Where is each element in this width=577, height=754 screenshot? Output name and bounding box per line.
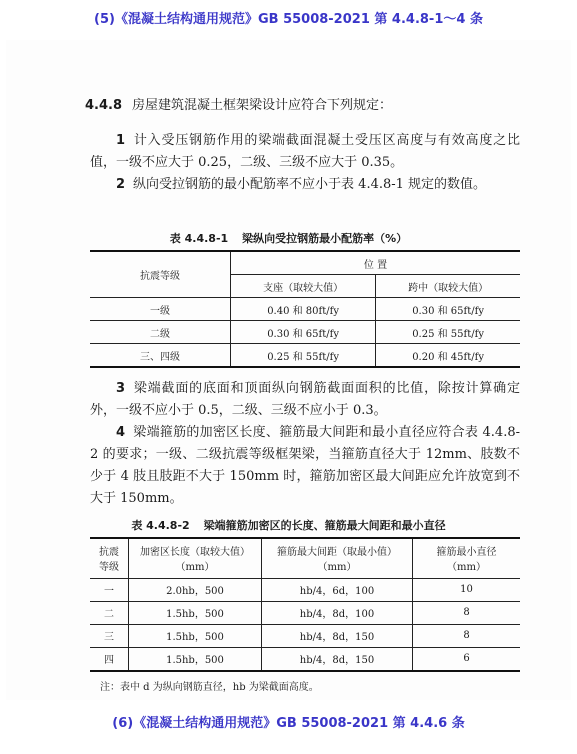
- item-text: 梁端箍筋的加密区长度、箍筋最大间距和最小直径应符合表 4.4.8-2 的要求；一级、二级抗震等级框架梁，当箍筋直径大于 12mm、肢数不少于 4 肢且肢距不大于 150mm 时，箍筋加密区最大间距应允许放宽到不大于 150mm。: [90, 425, 520, 506]
- table1-title-text: 梁纵向受拉钢筋最小配筋率（%）: [242, 232, 408, 245]
- top-caption: (5)《混凝土结构通用规范》GB 55008-2021 第 4.4.8-1～4 条: [94, 12, 483, 27]
- clause-heading: [85, 94, 392, 113]
- item-number: 3: [116, 381, 126, 396]
- cell-length: 1.5hb，500: [129, 624, 262, 647]
- item-text: 梁端截面的底面和顶面纵向钢筋截面面积的比值，除按计算确定外，一级不应小于 0.5，二级、三级不应小于 0.3。: [90, 381, 520, 418]
- item-text: 纵向受拉钢筋的最小配筋率不应小于表 4.4.8-1 规定的数值。: [133, 177, 487, 192]
- header-spacing: 箍筋最大间距（取最小值） （mm）: [262, 538, 413, 578]
- clause-heading-text: 房屋建筑混凝土框架梁设计应符合下列规定：: [132, 98, 393, 113]
- table-row: [90, 624, 520, 647]
- cell-support: 0.40 和 80ft/fy: [231, 298, 376, 321]
- table-row: [90, 601, 520, 624]
- header-length: 加密区长度（取较大值） （mm）: [129, 538, 262, 578]
- cell-diameter: 10: [413, 578, 521, 601]
- clause-item-4: [90, 422, 520, 510]
- table-row: [90, 321, 520, 344]
- table-row: [90, 298, 520, 321]
- table-row: [90, 578, 520, 601]
- cell-level: 二级: [90, 321, 231, 344]
- cell-level: 四: [90, 647, 129, 671]
- cell-length: 1.5hb，500: [129, 601, 262, 624]
- cell-level: 一级: [90, 298, 231, 321]
- header-level: 抗震 等级: [90, 538, 129, 578]
- cell-diameter: 8: [413, 601, 521, 624]
- clause-item-3: [90, 378, 520, 422]
- cell-mid: 0.20 和 45ft/fy: [376, 344, 520, 368]
- cell-level: 一: [90, 578, 129, 601]
- cell-mid: 0.25 和 55ft/fy: [376, 321, 520, 344]
- header-position: 位 置: [231, 251, 521, 275]
- bottom-caption: (6)《混凝土结构通用规范》GB 55008-2021 第 4.4.6 条: [112, 716, 465, 731]
- clause-number: 4.4.8: [85, 98, 123, 113]
- cell-spacing: hb/4，8d，150: [262, 647, 413, 671]
- header-mid: 跨中（取较大值）: [376, 275, 520, 298]
- cell-level: 三: [90, 624, 129, 647]
- table2-title: [0, 517, 577, 533]
- cell-diameter: 6: [413, 647, 521, 671]
- cell-length: 1.5hb，500: [129, 647, 262, 671]
- cell-support: 0.30 和 65ft/fy: [231, 321, 376, 344]
- table-min-reinforcement-ratio: [90, 250, 520, 368]
- item-number: 2: [116, 177, 126, 192]
- item-text: 计入受压钢筋作用的梁端截面混凝土受压区高度与有效高度之比值，一级不应大于 0.25，二级、三级不应大于 0.35。: [90, 133, 520, 170]
- cell-level: 三、四级: [90, 344, 231, 368]
- cell-length: 2.0hb，500: [129, 578, 262, 601]
- item-number: 4: [116, 425, 126, 440]
- header-support: 支座（取较大值）: [231, 275, 376, 298]
- cell-spacing: hb/4，8d，150: [262, 624, 413, 647]
- table-row: [90, 344, 520, 368]
- cell-level: 二: [90, 601, 129, 624]
- table1-title: [0, 230, 577, 246]
- cell-spacing: hb/4，8d，100: [262, 601, 413, 624]
- table-stirrup-requirements: [90, 537, 520, 672]
- clause-item-2: [90, 174, 520, 196]
- table1-number: 表 4.4.8-1: [169, 232, 229, 245]
- clause-item-1: [90, 130, 520, 174]
- table2-title-text: 梁端箍筋加密区的长度、箍筋最大间距和最小直径: [203, 519, 446, 532]
- header-diameter: 箍筋最小直径 （mm）: [413, 538, 521, 578]
- cell-support: 0.25 和 55ft/fy: [231, 344, 376, 368]
- table-row: [90, 647, 520, 671]
- table-note: 注：表中 d 为纵向钢筋直径，hb 为梁截面高度。: [100, 682, 319, 693]
- header-level: 抗震等级: [90, 251, 231, 298]
- cell-mid: 0.30 和 65ft/fy: [376, 298, 520, 321]
- table2-number: 表 4.4.8-2: [131, 519, 190, 532]
- cell-diameter: 8: [413, 624, 521, 647]
- item-number: 1: [116, 133, 126, 148]
- cell-spacing: hb/4，6d，100: [262, 578, 413, 601]
